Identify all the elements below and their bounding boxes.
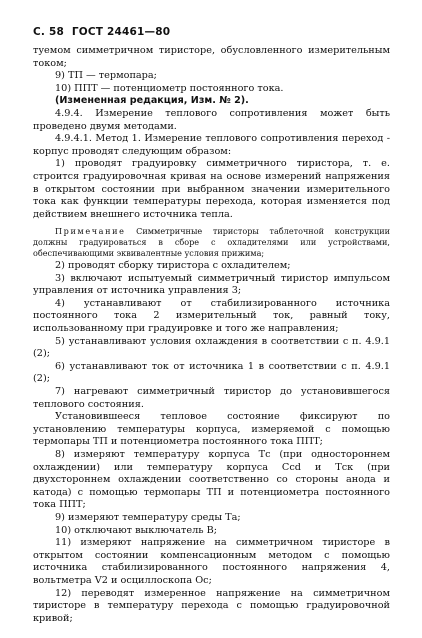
paragraph: туемом симметричном тиристоре, обусловленного измерительным током; xyxy=(33,45,390,69)
list-item: 4) устанавливают от стабилизированного источника постоянного тока 2 измерительный ток, равный току, использованному при градуировке и того же направления; xyxy=(33,297,390,335)
list-item: 2) проводят сборку тиристора с охладителем; xyxy=(55,260,291,272)
list-item: 10) ППТ — потенциометр постоянного тока. xyxy=(55,82,284,94)
note-text: Симметричные тиристоры таблеточной конструкции должны градуироваться в сборе с охладителями или устройствами, обеспечивающими эквивалентные условия прижима; xyxy=(33,226,390,258)
body-text xyxy=(33,45,390,625)
page-header xyxy=(33,26,390,39)
amendment-note: (Измененная редакция, Изм. № 2). xyxy=(55,95,249,107)
list-item: 9) измеряют температуру среды Та; xyxy=(55,511,241,523)
list-item: 10) отключают выключатель В; xyxy=(55,524,218,536)
list-item: 7) нагревают симметричный тиристор до установившегося теплового состояния. xyxy=(33,386,390,410)
page-number: С. 58 xyxy=(33,26,64,38)
paragraph: Установившееся тепловое состояние фиксируют по установлению температуры корпуса, измеряемой с помощью термопары ТП и потенциометра постоянного тока ППТ; xyxy=(33,411,390,448)
list-item: 1) проводят градуировку симметричного тиристора, т. е. строится градуировочная кривая на основе измерений напряжения в открытом состоянии при выбранном значении измерительного тока как функции температуры перехода, которая изменяется под действием внешнего источника тепла. xyxy=(33,158,390,220)
list-item: 9) ТП — термопара; xyxy=(55,70,157,82)
list-item: 3) включают испытуемый симметричный тиристор импульсом управления от источника управления 3; xyxy=(33,272,390,297)
section-4-9-4: 4.9.4. Измерение теплового сопротивления может быть проведено двумя методами. xyxy=(33,107,390,132)
list-item: 8) измеряют температуру корпуса Тс (при одностороннем охлаждении) или температуру корпуса Ссd и Тск (при двухстороннем охлаждении соответственно со стороны анода и катода) с помощью термопары ТП и потенциометра постоянного тока ППТ; xyxy=(33,449,390,511)
list-item: 12) переводят измеренное напряжение на симметричном тиристоре в температуру перехода с помощью градуировочной кривой; xyxy=(33,587,390,624)
list-item: 5) устанавливают условия охлаждения в соответствии с п. 4.9.1 (2); xyxy=(33,335,390,360)
note-label: Примечание xyxy=(55,226,126,237)
list-item: 6) устанавливают ток от источника 1 в соответствии с п. 4.9.1 (2); xyxy=(33,360,390,385)
list-item: 11) измеряют напряжение на симметричном тиристоре в открытом состоянии компенсационным методом с помощью источника стабилизированного постоянного напряжения 4, вольтметра V2 и осциллоскопа Ос; xyxy=(33,537,390,586)
section-4-9-4-1: 4.9.4.1. Метод 1. Измерение теплового сопротивления переход - корпус проводят следующим образом: xyxy=(33,133,390,157)
note-block xyxy=(33,226,390,258)
standard-code: ГОСТ 24461—80 xyxy=(71,26,171,38)
